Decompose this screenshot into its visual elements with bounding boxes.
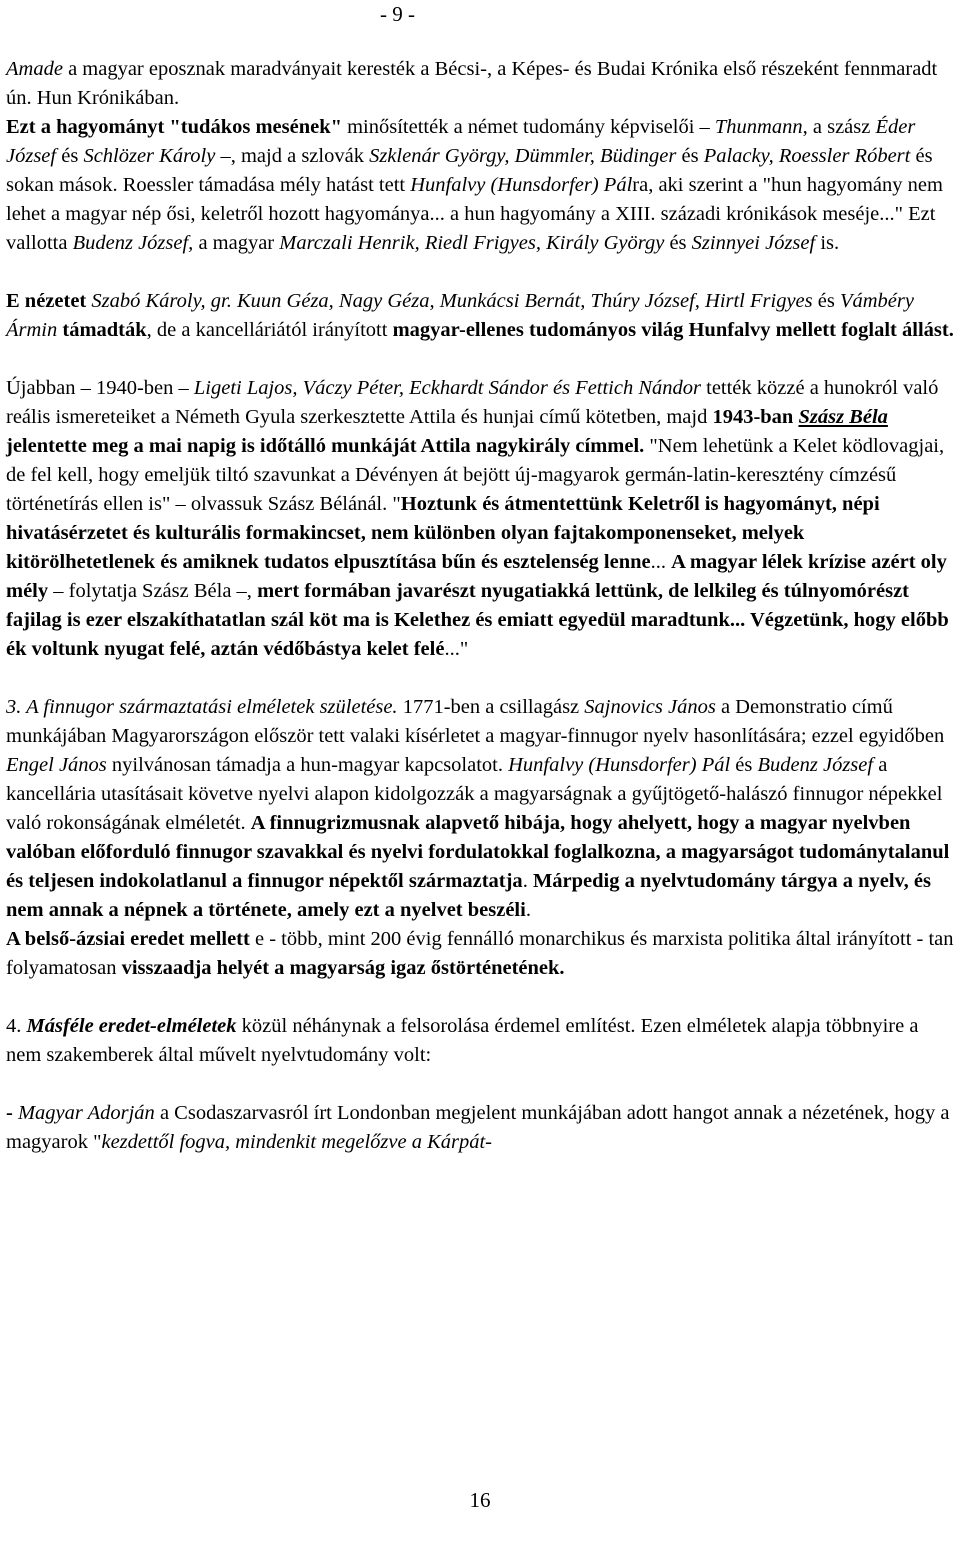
text-run: 1943-ban	[712, 406, 794, 428]
text-run: Vámbéry Ármin	[6, 290, 914, 341]
paragraph-gap	[6, 345, 954, 374]
paragraph-magyar-adorjan	[6, 1099, 954, 1157]
text-run: – folytatja Szász Béla –,	[48, 580, 258, 602]
text-run: és	[676, 145, 704, 167]
text-run: e - több, mint 200 évig fennálló monarchikus és marxista politika által irányított - tan folyamatosan	[6, 928, 954, 979]
text-run: , a szász	[802, 116, 876, 138]
text-run: 1771-ben a csillagász	[397, 696, 585, 718]
text-run: A magyar lélek krízise azért oly mély	[6, 551, 947, 602]
text-run: és	[730, 754, 758, 776]
text-run: Magyar Adorján	[17, 1102, 155, 1124]
text-run: Szklenár György, Dümmler, Büdinger	[369, 145, 677, 167]
text-run: Sajnovics János	[584, 696, 716, 718]
text-run: magyar-ellenes tudományos világ Hunfalvy mellett foglalt állást.	[392, 319, 954, 341]
text-run: Schlözer Károly	[83, 145, 216, 167]
text-run: Amade	[6, 58, 63, 80]
paragraph-e-nezetet	[6, 287, 954, 345]
text-run: is.	[815, 232, 840, 254]
text-run: Hunfalvy (Hunsdorfer) Pál	[410, 174, 633, 196]
text-run: Éder József	[6, 116, 916, 167]
text-run: Szabó Károly, gr. Kuun Géza, Nagy Géza, Munkácsi Bernát, Thúry József, Hirtl Frigyes	[91, 290, 813, 312]
text-run: ..."	[444, 638, 469, 660]
text-run: .	[522, 870, 533, 892]
text-run: és sokan mások. Roessler támadása mély hatást tett	[6, 145, 933, 196]
text-run: Marczali Henrik, Riedl Frigyes, Király György	[279, 232, 665, 254]
text-run: 3. A finnugor származtatási elméletek születése.	[6, 696, 398, 718]
document-body	[6, 55, 954, 1157]
text-run: A finnugrizmusnak alapvető hibája, hogy ahelyett, hogy a magyar nyelvben valóban előforduló finnugor szavakkal és nyelvi fordulatokkal foglalkozna, a magyarságot tudománytalanul és teljesen indokolatlanul a finnugor népektől származtatja	[6, 812, 950, 892]
text-run: .	[525, 899, 531, 921]
text-run: Thunmann	[714, 116, 803, 138]
text-run: E nézetet	[6, 290, 87, 312]
paragraph-gap	[6, 664, 954, 693]
text-run: Márpedig a nyelvtudomány tárgya a nyelv, és nem annak a népnek a története, amely ezt a nyelvet beszéli	[6, 870, 931, 921]
text-run: Ezt a hagyományt "tudákos mesének"	[6, 116, 342, 138]
text-run: kezdettől fogva, mindenkit megelőzve a Kárpát-	[101, 1131, 493, 1153]
text-run: támadták	[62, 319, 147, 341]
text-run: tették közzé a hunokról való reális ismereteiket a Németh Gyula szerkesztette Attila és hunjai című kötetben, majd	[6, 377, 939, 428]
text-run: Hoztunk és átmentettünk Keletről is hagyományt, népi hivatásérzetet és kulturális formakincset, nem különben olyan fajtakomponenseket, melyek kitörölhetetlenek és amiknek tudatos elpusztítása bűn és esztelenség lenne	[6, 493, 880, 573]
text-run: minősítették a német tudomány képviselői –	[341, 116, 715, 138]
page-marker: - 9 -	[380, 2, 415, 26]
text-run: a Csodaszarvasról írt Londonban megjelent munkájában adott hangot annak a nézetének, hogy a magyarok "	[6, 1102, 950, 1153]
text-run: a magyar	[193, 232, 280, 254]
text-run: -	[6, 1102, 18, 1124]
text-run: ...	[650, 551, 672, 573]
text-run: ra, aki szerint a "hun hagyomány nem lehet a magyar nép ősi, keletről hozott hagyománya... a hun hagyomány a XIII. századi krónikások meséje..." Ezt vallotta	[6, 174, 943, 254]
paragraph-gap	[6, 258, 954, 287]
paragraph-finnugor-elmeletek	[6, 693, 954, 925]
text-run: a kancellária utasításait követve nyelvi alapon kidolgozzák a magyarságnak a gyűjtögető-halászó finnugor népekkel való rokonságának elméletét.	[6, 754, 943, 834]
text-run: visszaadja helyét a magyarság igaz őstörténetének.	[121, 957, 565, 979]
text-run: Újabban – 1940-ben –	[6, 377, 194, 399]
text-run: a magyar eposznak maradványait keresték a Bécsi-, a Képes- és Budai Krónika első részeként fennmaradt ún. Hun Krónikában.	[6, 58, 938, 109]
text-run: –, majd a szlovák	[215, 145, 370, 167]
text-run: és	[664, 232, 692, 254]
paragraph-tudakos-mese	[6, 113, 954, 258]
text-run: Ligeti Lajos, Váczy Péter, Eckhardt Sándor és Fettich Nándor	[193, 377, 701, 399]
paragraph-gap	[6, 1070, 954, 1099]
text-run: és	[56, 145, 84, 167]
paragraph-ujabban	[6, 374, 954, 664]
text-run: Budenz József	[757, 754, 874, 776]
paragraph-belso-azsiai-eredet	[6, 925, 954, 983]
text-run: jelentette meg a mai napig is időtálló munkáját Attila nagykirály címmel.	[6, 435, 645, 457]
paragraph-amade	[6, 55, 954, 113]
text-run: , de a kancelláriától irányított	[146, 319, 393, 341]
text-run: nyilvánosan támadja a hun-magyar kapcsolatot.	[106, 754, 509, 776]
text-run: és	[812, 290, 840, 312]
text-run: 4.	[6, 1015, 27, 1037]
text-run: mert formában javarészt nyugatiakká lettünk, de lelkileg és túlnyomórészt fajilag is ezer elszakíthatatlan szál köt ma is Kelethez és emiatt egyedül maradtunk... Végzetünk, hogy előbb ék voltunk nyugat felé, aztán védőbástya kelet felé	[6, 580, 949, 660]
text-run: A belső-ázsiai eredet mellett	[6, 928, 250, 950]
text-run: "Nem lehetünk a Kelet ködlovagjai, de fel kell, hogy emeljük tiltó szavunkat a Dévényen át bejött új-magyarok germán-latin-keresztény címzésű történetírás ellen is" – olvassuk Szász Bélánál. "	[6, 435, 945, 515]
text-run: Budenz József,	[72, 232, 194, 254]
text-run: Szinnyei József	[691, 232, 816, 254]
text-run: Szász Béla	[798, 406, 888, 428]
text-run: Palacky, Roessler Róbert	[703, 145, 911, 167]
page-number: 16	[469, 1488, 491, 1512]
text-run: közül néhánynak a felsorolása érdemel említést. Ezen elméletek alapja többnyire a nem szakemberek által művelt nyelvtudomány volt:	[6, 1015, 919, 1066]
paragraph-gap	[6, 983, 954, 1012]
text-run: a Demonstratio című munkájában Magyarországon először tett valaki kísérletet a magyar-finnugor nyelv hasonlítására; ezzel egyidőben	[6, 696, 945, 747]
text-run: Másféle eredet-elméletek	[26, 1015, 237, 1037]
text-run: Engel János	[6, 754, 107, 776]
paragraph-masfele-eredet	[6, 1012, 954, 1070]
text-run: Hunfalvy (Hunsdorfer) Pál	[508, 754, 731, 776]
